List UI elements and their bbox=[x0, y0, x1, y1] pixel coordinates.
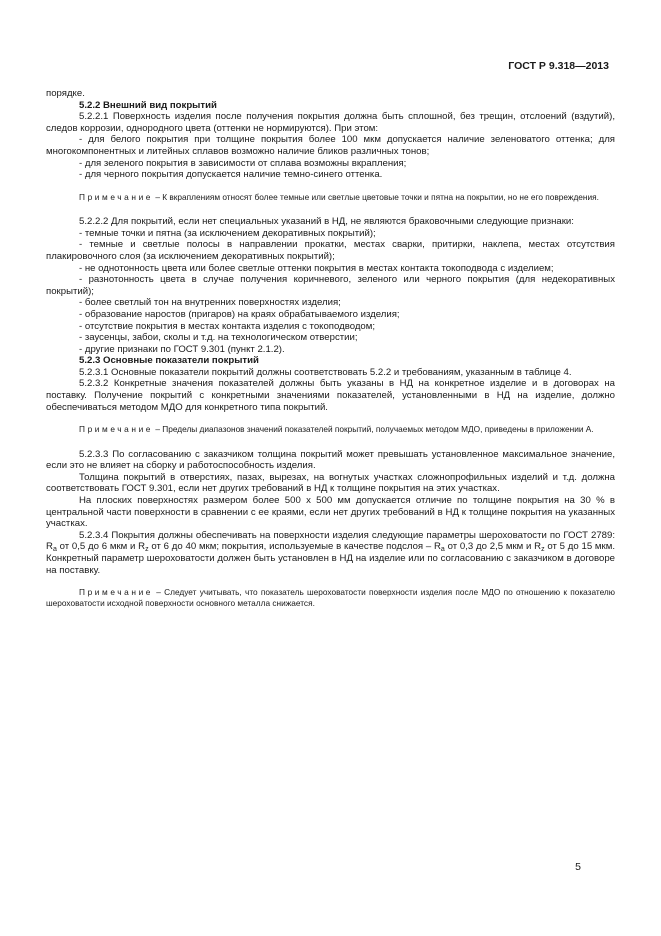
subscript: z bbox=[541, 546, 545, 554]
paragraph: порядке. bbox=[46, 88, 85, 99]
text-run: от 0,3 до 2,5 мкм и R bbox=[444, 541, 542, 553]
paragraph: На плоских поверхностях размером более 500 х 500 мм допускается отличие по толщине покрытия на 30 % в центральной части поверхности в сравнении с ее краями, если нет других требований в НД к толщине покрытия на указанных участках. bbox=[46, 495, 615, 530]
list-item: - более светлый тон на внутренних поверхностях изделия; bbox=[79, 297, 341, 309]
paragraph: 5.2.3.3 По согласованию с заказчиком толщина покрытий может превышать установленное максимальное значение, если это не влияет на сборку и работоспособность изделия. bbox=[46, 448, 615, 472]
note-label: Примечание bbox=[79, 424, 154, 435]
list-item: - образование наростов (пригаров) на краях обрабатываемого изделия; bbox=[79, 308, 400, 320]
list-item: - заусенцы, забои, сколы и т.д. на технологическом отверстии; bbox=[79, 332, 358, 344]
paragraph: Толщина покрытий в отверстиях, пазах, вырезах, на вогнутых участках сложнопрофильных изделий и т.д. должна соответствовать ГОСТ 9.301, если нет других требований в НД к толщине покрытия на этих участках. bbox=[46, 471, 615, 495]
list-item: - для черного покрытия допускается наличие темно-синего оттенка. bbox=[79, 169, 383, 181]
subscript: a bbox=[440, 546, 445, 554]
paragraph bbox=[46, 530, 615, 576]
paragraph: 5.2.2.1 Поверхность изделия после получения покрытия должна быть сплошной, без трещин, отслоений (вздутий), следов коррозии, однородного цвета (оттенки не нормируются). При этом: bbox=[46, 111, 615, 134]
note bbox=[46, 424, 615, 434]
note-label: Примечание bbox=[79, 587, 154, 598]
list-item: - для белого покрытия при толщине покрытия более 100 мкм допускается наличие зеленоватого оттенка; для многокомпонентных и литейных сплавов возможно наличие бликов различных тонов; bbox=[46, 134, 615, 157]
subscript: a bbox=[52, 546, 57, 554]
note-text: – Пределы диапазонов значений показателей покрытий, получаемых методом МДО, приведены в приложении А. bbox=[153, 424, 594, 435]
text-run: от 0,5 до 6 мкм и R bbox=[56, 541, 146, 553]
subscript: z bbox=[145, 546, 149, 554]
text-run: 5.2.3.4 Покрытия должны обеспечивать на поверхности изделия следующие параметры шероховатости по ГОСТ 2789: R bbox=[46, 529, 615, 553]
page-body bbox=[46, 88, 615, 608]
list-item: - отсутствие покрытия в местах контакта изделия с токоподводом; bbox=[79, 320, 376, 332]
list-item: - разнотонность цвета в случае получения коричневого, зеленого или черного покрытия (для недекоративных покрытий); bbox=[46, 274, 615, 297]
paragraph: 5.2.3.2 Конкретные значения показателей должны быть указаны в НД на конкретное изделие и в договорах на поставку. Получение покрытий с конкретными значениями показателей, установленными в НД на изделие, должно обеспечиваться методом МДО для конкретного типа покрытий. bbox=[46, 378, 615, 413]
note bbox=[46, 192, 615, 202]
note bbox=[46, 587, 615, 608]
note-text: – К вкраплениям относят более темные или светлые цветовые точки и пятна на покрытии, но не его повреждения. bbox=[153, 191, 599, 202]
document-header: ГОСТ Р 9.318—2013 bbox=[508, 60, 609, 72]
list-item: - для зеленого покрытия в зависимости от сплава возможны вкрапления; bbox=[79, 157, 407, 169]
text-run: от 5 до 15 мкм. Конкретный параметр шероховатости должен быть установлен в НД на изделие или по согласованию с заказчиком в договоре на поставку. bbox=[46, 541, 615, 576]
note-text: – Следует учитывать, что показатель шероховатости поверхности изделия после МДО по отношению к показателю шероховатости исходной поверхности основного металла снижается. bbox=[46, 587, 615, 608]
page-number: 5 bbox=[575, 861, 581, 873]
list-item: - не однотонность цвета или более светлые оттенки покрытия в местах контакта токоподвода с изделием; bbox=[79, 262, 554, 274]
section-heading: 5.2.3 Основные показатели покрытий bbox=[79, 355, 259, 367]
paragraph: 5.2.2.2 Для покрытий, если нет специальных указаний в НД, не являются браковочными следующие признаки: bbox=[79, 216, 574, 228]
list-item: - другие признаки по ГОСТ 9.301 (пункт 2.1.2). bbox=[79, 343, 285, 355]
note-label: Примечание bbox=[79, 191, 154, 202]
list-item: - темные и светлые полосы в направлении прокатки, местах сварки, притирки, наклепа, местах отсутствия плакировочного слоя (за исключением декоративных покрытий); bbox=[46, 239, 615, 262]
text-run: от 6 до 40 мкм; покрытия, используемые в качестве подслоя – R bbox=[148, 541, 441, 553]
section-heading: 5.2.2 Внешний вид покрытий bbox=[79, 99, 217, 111]
list-item: - темные точки и пятна (за исключением декоративных покрытий); bbox=[79, 227, 376, 239]
paragraph: 5.2.3.1 Основные показатели покрытий должны соответствовать 5.2.2 и требованиям, указанным в таблице 4. bbox=[79, 366, 572, 378]
